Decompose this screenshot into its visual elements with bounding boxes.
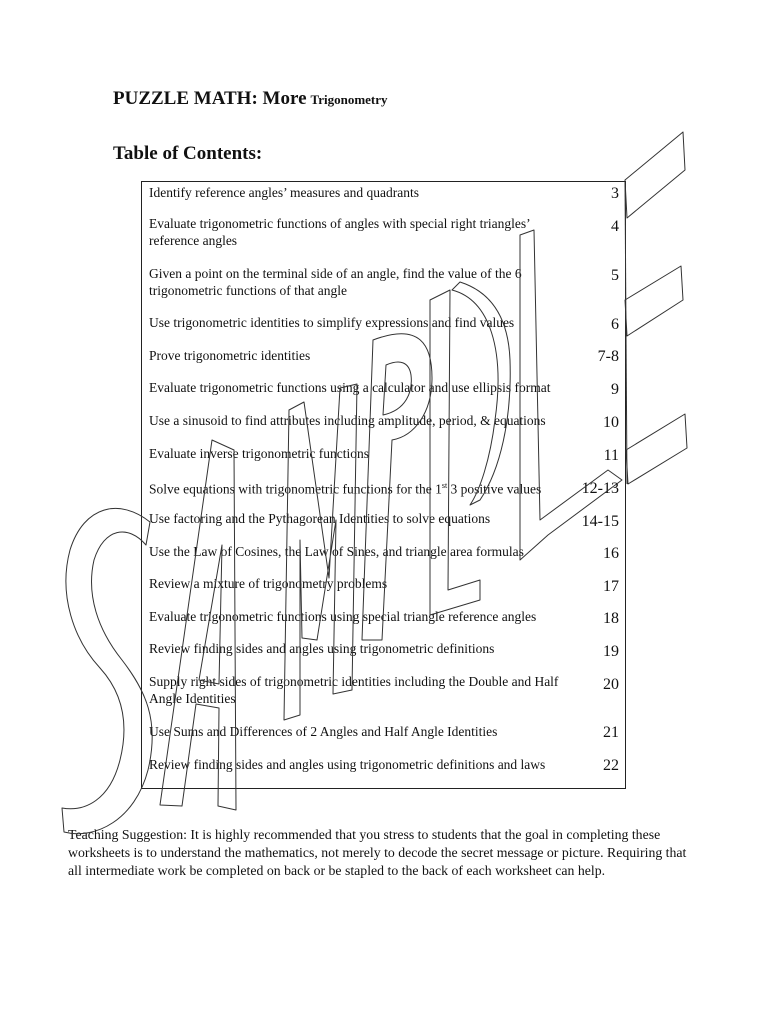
toc-entry-text: Evaluate trigonometric functions using a calculator and use ellipsis format bbox=[149, 380, 551, 395]
toc-entry-page: 17 bbox=[603, 578, 619, 595]
title-sub: Trigonometry bbox=[310, 92, 388, 107]
watermark-letter-e-bar-top bbox=[625, 132, 685, 218]
toc-entry-page: 6 bbox=[611, 316, 619, 333]
toc-entry-text: Identify reference angles’ measures and quadrants bbox=[149, 185, 419, 200]
toc-entry-page: 18 bbox=[603, 610, 619, 627]
toc-entry-text: Given a point on the terminal side of an angle, find the value of the 6 trigonometric functions of that angle bbox=[149, 266, 522, 298]
toc-entry-text: Evaluate inverse trigonometric functions bbox=[149, 446, 370, 461]
toc-entry-page: 21 bbox=[603, 724, 619, 741]
toc-entry-text: Supply right sides of trigonometric identities including the Double and Half Angle Identities bbox=[149, 674, 559, 706]
toc-entry-page: 19 bbox=[603, 643, 619, 660]
toc-entry-text: Use Sums and Differences of 2 Angles and Half Angle Identities bbox=[149, 724, 498, 739]
toc-entry-text: Review a mixture of trigonometry problems bbox=[149, 576, 388, 591]
toc-entry-page: 12-13 bbox=[581, 480, 619, 497]
toc-entry-text: Use trigonometric identities to simplify expressions and find values bbox=[149, 315, 515, 330]
toc-entry-page: 3 bbox=[611, 185, 619, 202]
toc-entry-text: Prove trigonometric identities bbox=[149, 348, 311, 363]
toc-entry-page: 22 bbox=[603, 757, 619, 774]
toc-entry-page: 11 bbox=[603, 447, 619, 464]
toc-entry-page: 9 bbox=[611, 381, 619, 398]
toc-entry-text: Use the Law of Cosines, the Law of Sines, and triangle area formulas bbox=[149, 544, 524, 559]
toc-entry-page: 16 bbox=[603, 545, 619, 562]
watermark-letter-s bbox=[62, 508, 152, 833]
toc-entry-text: Use factoring and the Pythagorean Identities to solve equations bbox=[149, 511, 491, 526]
document-title bbox=[113, 88, 388, 110]
toc-entry-page: 4 bbox=[611, 218, 619, 235]
toc-heading: Table of Contents: bbox=[113, 143, 263, 164]
toc-entry-text: Evaluate trigonometric functions using special triangle reference angles bbox=[149, 609, 537, 624]
toc-entry-page: 5 bbox=[611, 267, 619, 284]
toc-entry-page: 7-8 bbox=[597, 348, 619, 365]
watermark-letter-e-bar-bottom bbox=[626, 414, 687, 484]
toc-entry-text: Evaluate trigonometric functions of angles with special right triangles’ reference angles bbox=[149, 216, 530, 248]
watermark-letter-e-bar-mid bbox=[625, 266, 683, 336]
table-of-contents bbox=[141, 181, 626, 789]
toc-entry-text: Review finding sides and angles using trigonometric definitions and laws bbox=[149, 757, 546, 772]
toc-entry-page: 10 bbox=[603, 414, 619, 431]
toc-entry-text: Solve equations with trigonometric functions for the 1st 3 positive values bbox=[149, 481, 542, 497]
teaching-suggestion: Teaching Suggestion: It is highly recommended that you stress to students that the goal in completing these worksheets is to understand the mathematics, not merely to decode the secret message or picture. Requiring that all intermediate work be completed on back or be stapled to the back of each worksheet can help. bbox=[68, 827, 687, 878]
toc-entry-text: Review finding sides and angles using trigonometric definitions bbox=[149, 641, 495, 656]
toc-entry-page: 14-15 bbox=[581, 513, 619, 530]
title-main: PUZZLE MATH: More bbox=[113, 88, 307, 109]
toc-entry-text: Use a sinusoid to find attributes including amplitude, period, & equations bbox=[149, 413, 546, 428]
toc-entry-page: 20 bbox=[603, 676, 619, 693]
